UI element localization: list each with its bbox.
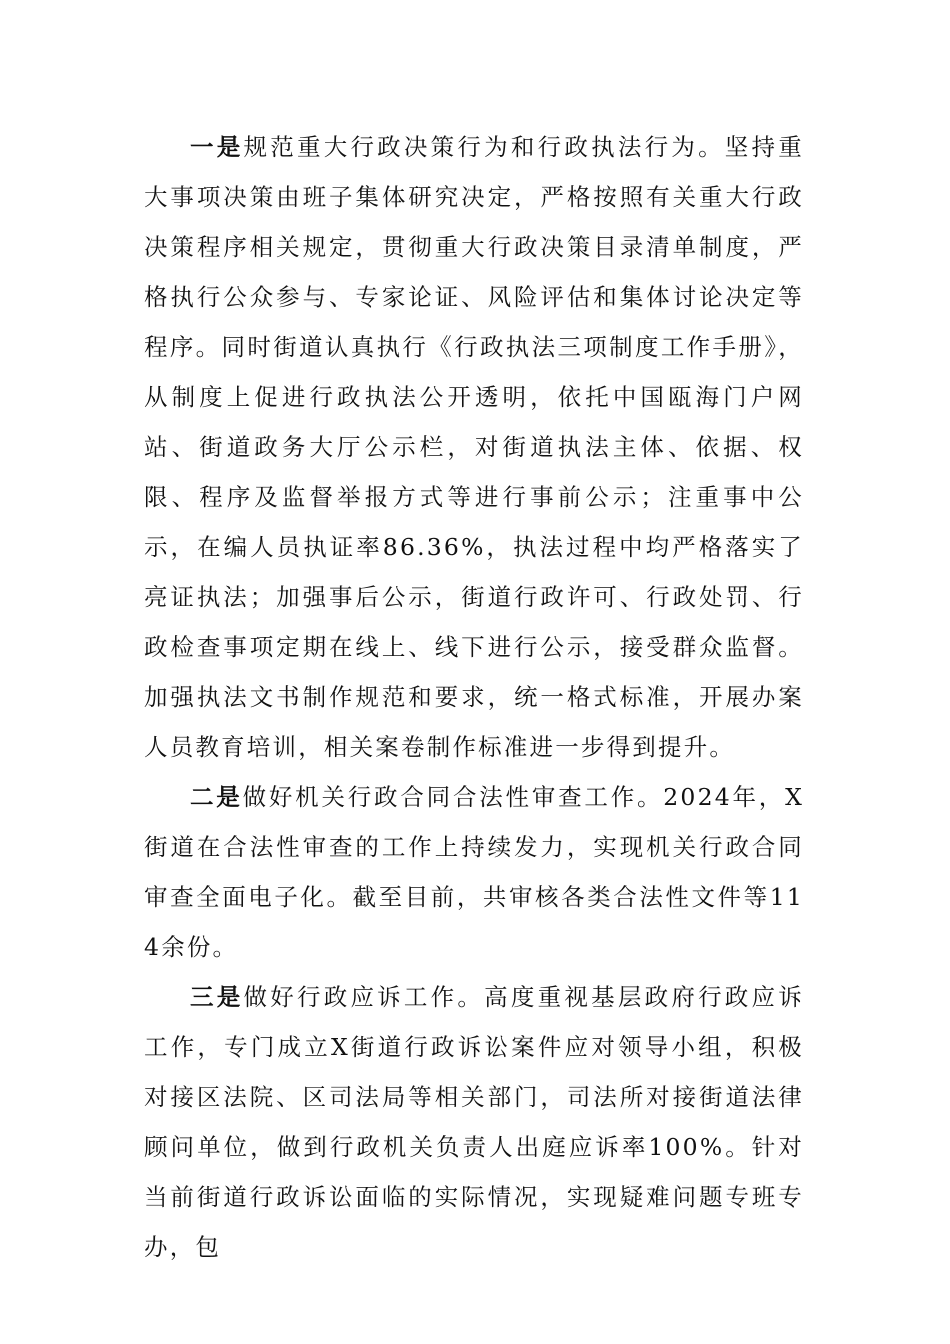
paragraph-3-text: 做好行政应诉工作。高度重视基层政府行政应诉工作，专门成立X街道行政诉讼案件应对领导小组，积极对接区法院、区司法局等相关部门，司法所对接街道法律顾问单位，做到行政机关负责人出庭应诉率100%。针对当前街道行政诉讼面临的实际情况，实现疑难问题专班专办，包	[144, 983, 804, 1261]
paragraph-1-lead: 一是	[190, 133, 244, 161]
paragraph-1-text: 规范重大行政决策行为和行政执法行为。坚持重大事项决策由班子集体研究决定，严格按照有关重大行政决策程序相关规定，贯彻重大行政决策目录清单制度，严格执行公众参与、专家论证、风险评估和集体讨论决定等程序。同时街道认真执行《行政执法三项制度工作手册》，从制度上促进行政执法公开透明，依托中国瓯海门户网站、街道政务大厅公示栏，对街道执法主体、依据、权限、程序及监督举报方式等进行事前公示；注重事中公示，在编人员执证率86.36%，执法过程中均严格落实了亮证执法；加强事后公示，街道行政许可、行政处罚、行政检查事项定期在线上、线下进行公示，接受群众监督。加强执法文书制作规范和要求，统一格式标准，开展办案人员教育培训，相关案卷制作标准进一步得到提升。	[144, 133, 804, 761]
paragraph-2-lead: 二是	[190, 783, 243, 811]
paragraph-2-text: 做好机关行政合同合法性审查工作。2024年，X街道在合法性审查的工作上持续发力，实现机关行政合同审查全面电子化。截至目前，共审核各类合法性文件等114余份。	[144, 783, 804, 961]
paragraph-3-lead: 三是	[190, 983, 244, 1011]
document-body	[144, 122, 804, 1272]
paragraph-1	[144, 122, 804, 772]
paragraph-2	[144, 772, 804, 972]
paragraph-3	[144, 972, 804, 1272]
